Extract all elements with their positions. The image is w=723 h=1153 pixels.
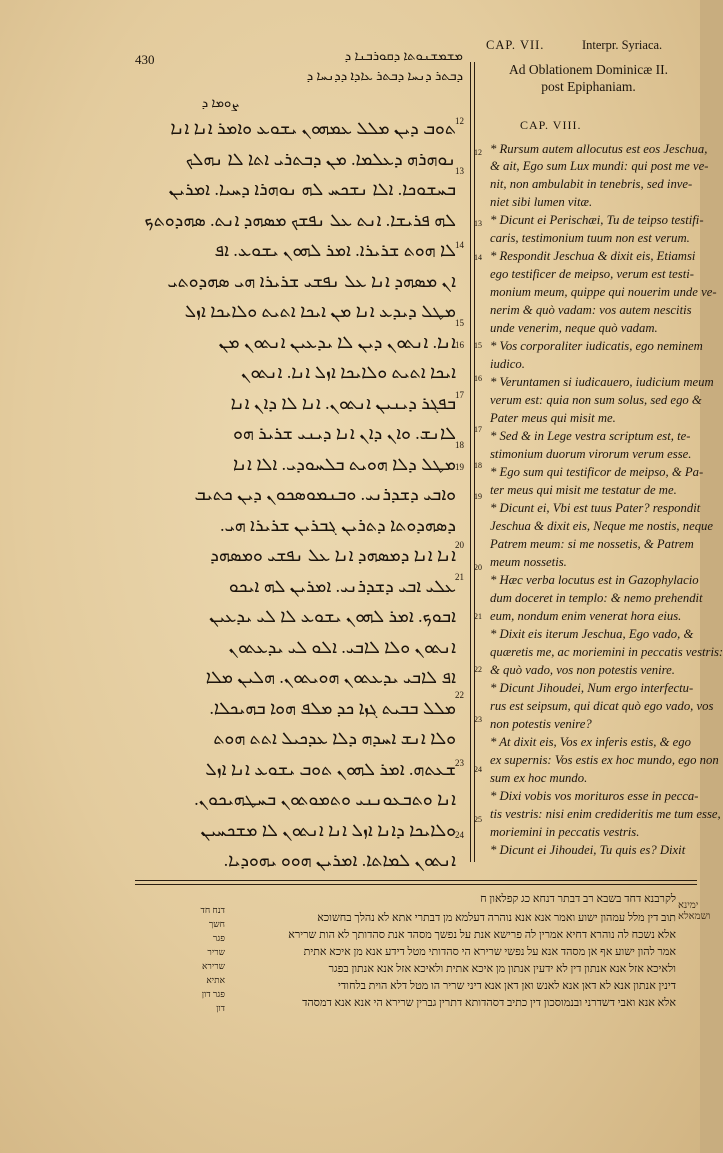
chapter-header: CAP. VII.: [486, 38, 545, 52]
margin-note: אתיא: [206, 975, 225, 985]
syriac-line: ܕܣܗܕܘܬܐ ܕܬܪܝܢ ܓܒܪܝܢ ܫܪܝܪܐ ܗܝ.: [220, 514, 456, 535]
verse-number: 16: [455, 340, 464, 350]
latin-line: * Veruntamen si iudicauero, iudicium meum: [490, 375, 714, 389]
verse-number: 25: [474, 815, 482, 824]
syriac-line: ܘܠܐ ܐܢܫ ܐܚܕܗ ܕܠܐ ܥܕܟܝܠ ܐܬܬ ܗܘܬ: [213, 728, 456, 748]
verse-number: 14: [455, 240, 464, 250]
latin-line: * Dixit eis iterum Jeschua, Ego vado, &: [490, 627, 694, 641]
latin-line: moriemini in peccatis vestris.: [490, 825, 640, 839]
latin-line: ego testificer de meipso, verum est testi-: [490, 267, 695, 281]
syriac-line: ܬܘܒ ܕܝܢ ܡܠܠ ܥܡܗܘܢ ܝܫܘܥ ܘܐܡܪ ܐܢܐ ܐܢܐ: [170, 118, 456, 138]
syriac-line: ܡܠܠ ܒܒܝܬ ܓܙܐ ܟܕ ܡܠܦ ܗܘܐ ܒܗܝܟܠܐ.: [209, 697, 456, 718]
latin-line: iudico.: [490, 357, 525, 371]
margin-note: חשך: [208, 919, 225, 929]
margin-note: שריר: [207, 947, 225, 957]
syriac-header-line-3: ܨܘܡܐ ܕ: [201, 95, 239, 110]
hebrew-heading: לקרבנא דחד בשבא רב דבתר דנחא כג קפלאון ח: [480, 893, 676, 905]
syriac-header-line-2: ܕܒܬܪ ܕܢܚܐ ܕܒܬܪ ܥܐܕܐ ܕܕܢܚܐ ܕ: [306, 68, 463, 83]
syriac-line: ܢܘܗܪܗ ܕܥܠܡܐ. ܡܢ ܕܒܬܪܝ ܐܬܐ ܠܐ ܢܗܠܟ: [185, 148, 456, 169]
hebrew-line: אלא נשכח לה נוהרא דחיא אמרין לה פרישא אנת על נפשך מסהד אנת סהדותך לא הות שרירא: [288, 929, 676, 941]
syriac-line: ܠܐܢܫ. ܘܐܢ ܕܐܢ ܐܢܐ ܕܝܢܝ ܫܪܝܪ ܗܘ: [233, 423, 456, 443]
syriac-line: ܘܐܒܝ ܕܫܕܪܢܝ. ܘܒܢܡܘܣܟܘܢ ܕܝܢ ܟܬܝܒ: [194, 484, 456, 504]
verse-number: 15: [474, 341, 482, 350]
latin-line: non potestis venire?: [490, 717, 592, 731]
verse-number: 17: [474, 425, 482, 434]
margin-note: פגר: [212, 933, 225, 943]
verse-number: 23: [474, 715, 482, 724]
latin-line: tis vestris: nisi enim credideritis me tum esse,: [490, 807, 721, 821]
latin-line: * Dixi vobis vos morituros esse in pecca-: [490, 789, 699, 803]
latin-line: ex supernis: Vos estis ex hoc mundo, ego non: [490, 753, 719, 767]
verse-number: 20: [474, 563, 482, 572]
latin-line: caris, testimonium tuum non est verum.: [490, 231, 690, 245]
margin-note: דנח חד: [200, 905, 225, 915]
latin-line: * Rursum autem allocutus est eos Jeschua,: [490, 142, 708, 156]
latin-line: sum ex hoc mundo.: [490, 771, 588, 785]
verse-number: 15: [455, 318, 464, 328]
margin-note: דון: [216, 1003, 225, 1013]
syriac-line: ܐܒܘܟ. ܐܡܪ ܠܗܘܢ ܝܫܘܥ ܠܐ ܠܝ ܝܕܥܝܢ: [209, 606, 456, 626]
latin-line: * Sed & in Lege vestra scriptum est, te-: [490, 429, 691, 443]
syriac-line: ܐܢ ܡܣܗܕ ܐܢܐ ܥܠ ܢܦܫܝ ܫܪܝܪܐ ܗܝ ܣܗܕܘܬܝ: [167, 270, 456, 291]
lesson-title-line-2: post Epiphaniam.: [541, 79, 636, 94]
verse-number: 23: [455, 758, 464, 768]
latin-line: * Hæc verba locutus est in Gazophylacio: [490, 573, 699, 587]
verse-number: 12: [474, 148, 482, 157]
section-rule: [135, 884, 697, 885]
verse-number: 24: [455, 830, 464, 840]
syriac-line: ܒܚܫܘܟܐ. ܐܠܐ ܢܫܟܚ ܠܗ ܢܘܗܪܐ ܕܚܝܐ. ܐܡܪܝܢ: [168, 179, 456, 199]
hebrew-line: דינין אנתון אנא לא דאן אנא לאנש ואן דאן אנא דיני שריר הו מטל דלא הוית בלחודי: [337, 980, 676, 992]
syriac-line: ܠܗ ܦܪܝܫܐ. ܐܢܬ ܥܠ ܢܦܫܟ ܡܣܗܕ ܐܢܬ. ܣܗܕܘܬܟ: [144, 209, 456, 230]
latin-line: Patrem meum: si me nossetis, & Patrem: [490, 537, 694, 551]
lesson-title-line-1: Ad Oblationem Dominicæ II.: [509, 62, 668, 77]
latin-line: * Respondit Jeschua & dixit eis, Etiamsi: [490, 249, 696, 263]
margin-note: שרירא: [202, 961, 225, 971]
verse-number: 22: [474, 665, 482, 674]
latin-line: rus est seipsum, qui dicat quò ego vado, vos: [490, 699, 714, 713]
facing-page-bleed: ימינא ושמאלא: [678, 900, 711, 922]
syriac-line: ܒܦܓܪ ܕܝܢܝܢ ܐܢܬܘܢ. ܐܢܐ ܠܐ ܕܐܢ ܐܢܐ: [230, 392, 456, 413]
verse-number: 19: [455, 462, 464, 472]
syriac-line: ܐܢܬܘܢ ܠܡܐܬܐ. ܐܡܪܝܢ ܗܘܘ ܝܗܘܕܝܐ.: [223, 850, 456, 870]
syriac-line: ܐܢܐ. ܐܢܬܘܢ ܕܝܢ ܠܐ ܝܕܥܝܢ ܐܢܬܘܢ ܡܢ: [218, 331, 456, 352]
latin-line: * Dicunt ei, Vbi est tuus Pater? respondit: [490, 501, 701, 515]
verse-number: 19: [474, 492, 482, 501]
syriac-line: ܐܢܐ ܐܢܐ ܕܡܣܗܕ ܐܢܐ ܥܠ ܢܦܫܝ ܘܡܣܗܕ: [210, 545, 456, 565]
verse-number: 12: [455, 116, 464, 126]
chapter-title: CAP. VIII.: [520, 118, 582, 132]
syriac-line: ܐܢܐ ܘܬܒܥܘܢܢܝ ܘܬܡܘܬܘܢ ܒܚܛܗܝܟܘܢ.: [194, 789, 456, 809]
syriac-line: ܫܥܬܗ. ܐܡܪ ܠܗܘܢ ܬܘܒ ܝܫܘܥ ܐܢܐ ܐܙܠ: [205, 758, 456, 779]
interpretation-header: Interpr. Syriaca.: [582, 38, 663, 52]
verse-number: 16: [474, 374, 482, 383]
page-number: 430: [135, 52, 155, 67]
column-rule: [470, 62, 471, 862]
verse-number: 21: [474, 612, 482, 621]
syriac-line: ܠܐ ܗܘܬ ܫܪܝܪܐ. ܐܡܪ ܠܗܘܢ ܝܫܘܥ. ܐܦ: [214, 240, 456, 260]
latin-line: meum nossetis.: [490, 555, 567, 569]
verse-number: 18: [474, 461, 482, 470]
hebrew-line: תוב דין מלל עמהון ישוע ואמר אנא אנא נוהרה דעלמא מן דבתרי אתא לא נהלך בחשוכא: [317, 912, 676, 924]
latin-line: verum est: quia non sum solus, sed ego &: [490, 393, 702, 407]
latin-line: * Dicunt ei Jihoudei, Tu quis es? Dixit: [490, 843, 686, 857]
latin-line: * Ego sum qui testificor de meipso, & Pa-: [490, 465, 704, 479]
syriac-header-line-1: ܡܫܡܫܢܘܬܐ ܕܩܘܪܒܢܐ ܕ: [344, 48, 463, 63]
hebrew-line: אלא אנא ואבי דשדרני ובנמוסכון דין כתיב דסהדותא דתרין גברין שרירא הי אנא אנא דמסהד: [302, 997, 676, 1009]
latin-line: & ait, Ego sum Lux mundi: qui post me ve-: [490, 159, 709, 173]
latin-line: ter meus qui misit me testatur de me.: [490, 483, 677, 497]
latin-line: * Dicunt Jihoudei, Num ergo interfectu-: [490, 681, 694, 695]
latin-line: nit, non ambulabit in tenebris, sed inve-: [490, 177, 693, 191]
latin-line: monium meum, quippe qui nouerim unde ve-: [490, 285, 717, 299]
syriac-line: ܐܝܟܐ ܐܬܝܬ ܘܠܐܝܟܐ ܐܙܠ ܐܢܐ. ܐܢܬܘܢ: [240, 362, 456, 382]
latin-line: dum doceret in templo: & nemo prehendit: [490, 591, 703, 605]
hebrew-line: ולאיכא אזל אנא אנתון דין לא ידעין אנתון מן איכא אתית ולאיכא אזל אנא אנתון בפגר: [328, 963, 676, 975]
verse-number: 13: [474, 219, 482, 228]
latin-line: nerim & quò vadam: vos autem nescitis: [490, 303, 692, 317]
margin-note: פגר דון: [201, 989, 225, 999]
latin-line: stimonium duorum virorum verum esse.: [490, 447, 692, 461]
syriac-line: ܡܛܠ ܕܝܕܥ ܐܢܐ ܡܢ ܐܝܟܐ ܐܬܝܬ ܘܠܐܝܟܐ ܐܙܠ: [184, 301, 456, 321]
syriac-line: ܘܠܐܝܟܐ ܕܐܢܐ ܐܙܠ ܐܢܐ ܐܢܬܘܢ ܠܐ ܡܫܟܚܝܢ: [200, 819, 456, 840]
latin-line: eum, nondum enim venerat hora eius.: [490, 609, 682, 623]
syriac-line: ܡܛܠ ܕܠܐ ܗܘܝܬ ܒܠܚܘܕܝ. ܐܠܐ ܐܢܐ: [233, 453, 456, 474]
syriac-line: ܐܢܬܘܢ ܘܠܐ ܠܐܒܝ. ܐܠܘ ܠܝ ܝܕܥܬܘܢ: [228, 636, 456, 657]
latin-line: unde venerim, neque quò vadam.: [490, 321, 658, 335]
verse-number: 14: [474, 253, 482, 262]
verse-number: 18: [455, 440, 464, 450]
latin-line: niet sibi lumen vitæ.: [490, 195, 593, 209]
syriac-line: ܥܠܝ ܐܒܝ ܕܫܕܪܢܝ. ܐܡܪܝܢ ܠܗ ܐܝܟܘ: [228, 575, 456, 596]
syriac-column: [136, 118, 456, 881]
hebrew-line: אמר להון ישוע אף אן מסהד אנא על נפשי שרירא הי סהדותי מטל דידע אנא מן איכא אתית: [303, 946, 676, 958]
latin-line: * At dixit eis, Vos ex inferis estis, & ego: [490, 735, 691, 749]
syriac-line: ܐܦ ܠܐܒܝ ܝܕܥܬܘܢ ܗܘܝܬܘܢ. ܗܠܝܢ ܡܠܐ: [205, 667, 456, 687]
running-header: [486, 38, 691, 53]
section-rule: [135, 880, 697, 881]
verse-number: 17: [455, 390, 464, 400]
latin-line: Jeschua & dixit eis, Neque me nostis, neque: [490, 519, 714, 533]
verse-number: 22: [455, 690, 464, 700]
latin-line: * Dicunt ei Perischæi, Tu de teipso testifi-: [490, 213, 704, 227]
latin-line: * Vos corporaliter iudicatis, ego neminem: [490, 339, 703, 353]
verse-number: 21: [455, 572, 464, 582]
latin-line: Pater meus qui misit me.: [490, 411, 616, 425]
latin-line: & quò vado, vos non potestis venire.: [490, 663, 675, 677]
verse-number: 20: [455, 540, 464, 550]
verse-number: 13: [455, 166, 464, 176]
verse-number: 24: [474, 765, 482, 774]
latin-line: quæretis me, ac moriemini in peccatis vestris:: [490, 645, 723, 659]
